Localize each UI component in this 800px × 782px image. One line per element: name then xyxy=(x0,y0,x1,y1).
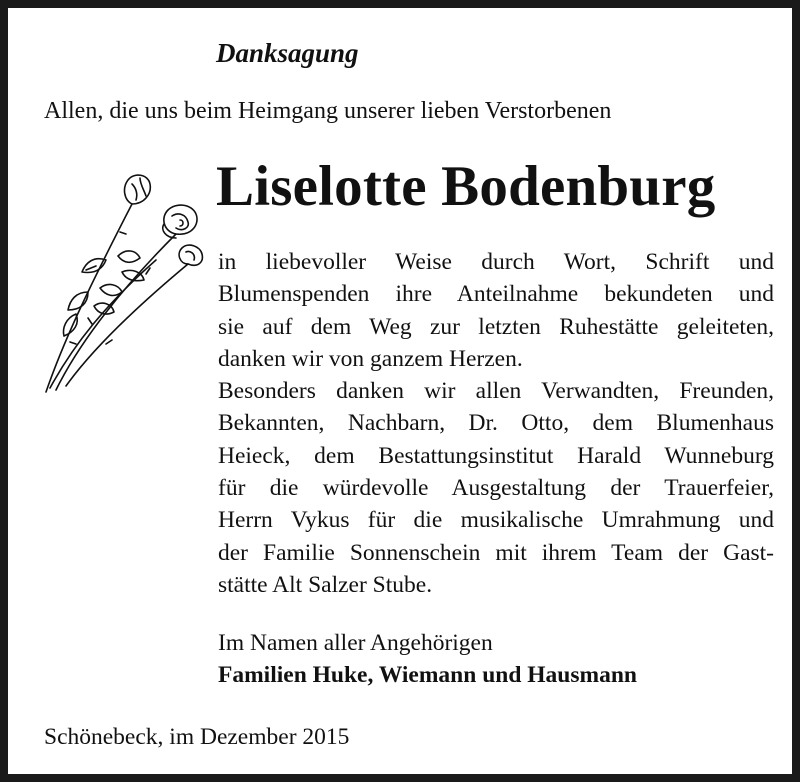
body-line: für die würdevolle Ausgestaltung der Trauerfeier, xyxy=(218,475,774,502)
body-line: der Familie Sonnenschein mit ihrem Team der Gast- xyxy=(218,539,774,566)
notice-heading: Danksagung xyxy=(216,38,359,68)
deceased-name: Liselotte Bodenburg xyxy=(216,155,716,218)
roses-icon xyxy=(36,164,216,396)
notice-body xyxy=(218,246,774,601)
signature-families: Familien Huke, Wiemann und Hausmann xyxy=(218,662,637,688)
body-line: Herrn Vykus für die musikalische Umrahmung und xyxy=(218,507,774,534)
place-date: Schönebeck, im Dezember 2015 xyxy=(44,724,350,750)
body-line: sie auf dem Weg zur letzten Ruhestätte geleiteten, xyxy=(218,313,774,340)
signature-intro: Im Namen aller Angehörigen xyxy=(218,630,493,656)
body-line: in liebevoller Weise durch Wort, Schrift und xyxy=(218,249,774,275)
body-line: Blumenspenden ihre Anteilnahme bekundeten und xyxy=(218,281,774,308)
body-line: Besonders danken wir allen Verwandten, Freunden, xyxy=(218,378,774,405)
body-line: danken wir von ganzem Herzen. xyxy=(218,345,523,372)
intro-text: Allen, die uns beim Heimgang unserer lieben Verstorbenen xyxy=(44,98,612,124)
body-line: Heieck, dem Bestattungsinstitut Harald Wunneburg xyxy=(218,442,774,469)
body-line: Bekannten, Nachbarn, Dr. Otto, dem Blumenhaus xyxy=(218,410,774,437)
body-line: stätte Alt Salzer Stube. xyxy=(218,571,433,598)
